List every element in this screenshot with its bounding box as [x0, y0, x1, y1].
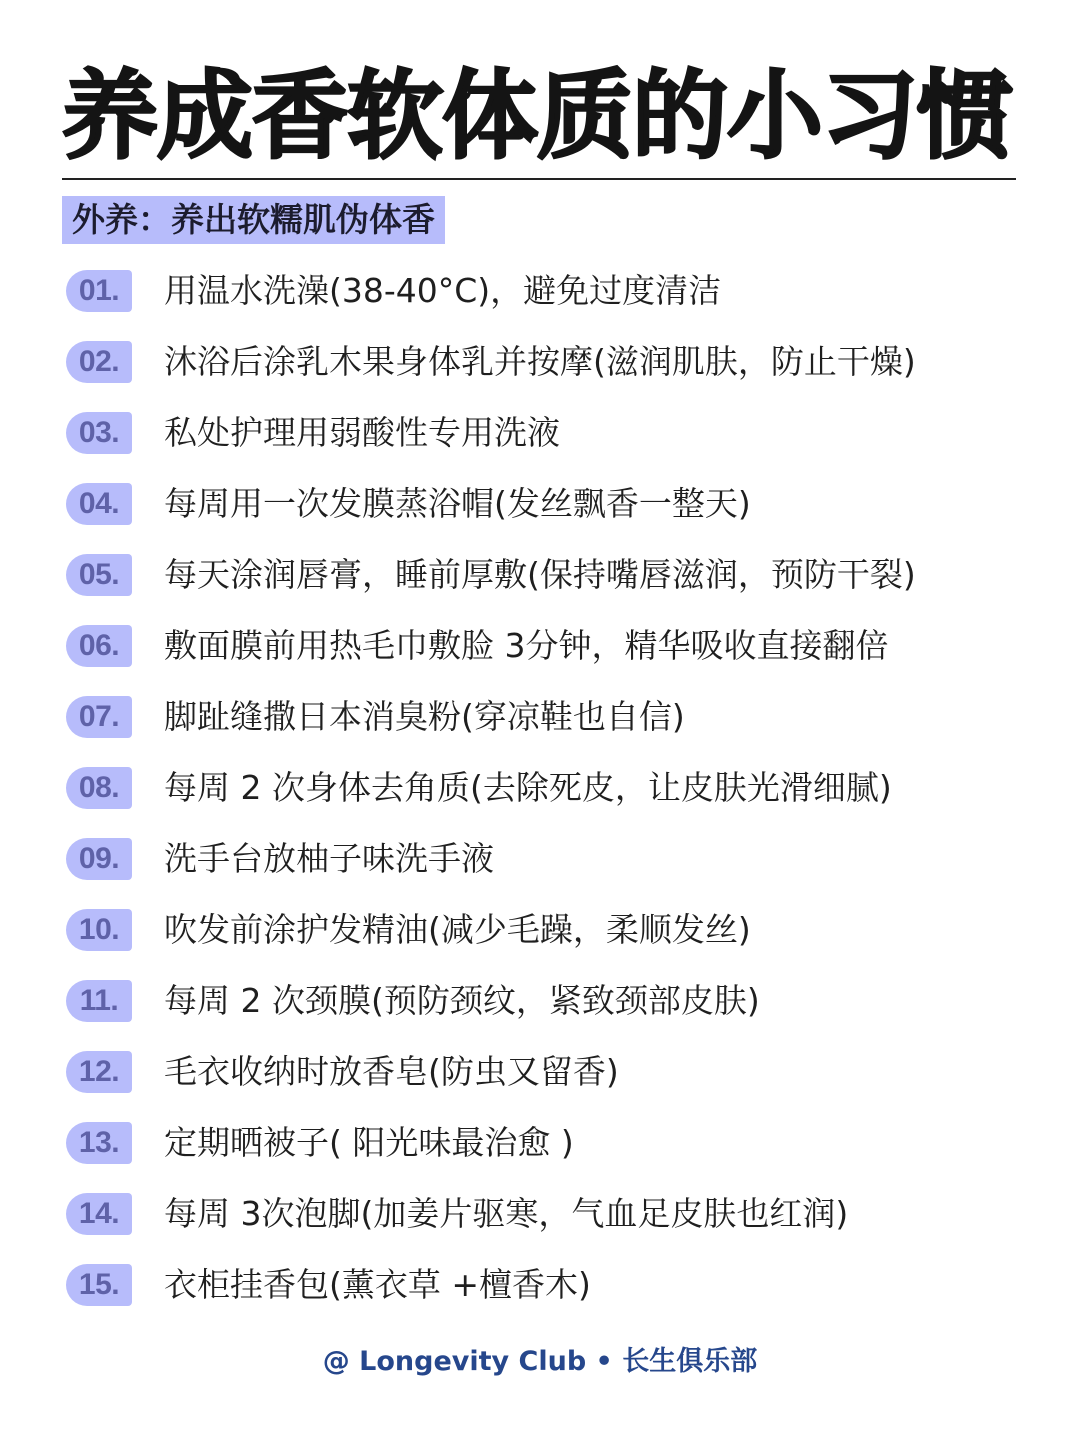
item-number-badge: 12.: [66, 1051, 132, 1093]
item-number-badge: 07.: [66, 696, 132, 738]
list-item: [62, 758, 1042, 818]
footer-credit: @ Longevity Club • 长生俱乐部: [322, 1346, 758, 1377]
item-number-badge: 13.: [66, 1122, 132, 1164]
item-number-badge: 01.: [66, 270, 132, 312]
list-item: [62, 1042, 1042, 1102]
item-number-badge: 04.: [66, 483, 132, 525]
item-number-badge: 03.: [66, 412, 132, 454]
item-number-badge: 02.: [66, 341, 132, 383]
item-text: 用温水洗澡(38-40°C)，避免过度清洁: [164, 271, 722, 310]
item-text: 定期晒被子( 阳光味最治愈 ): [164, 1123, 574, 1162]
list-item: [62, 1184, 1042, 1244]
item-number-badge: 08.: [66, 767, 132, 809]
item-text: 洗手台放柚子味洗手液: [164, 839, 494, 878]
item-text: 每天涂润唇膏，睡前厚敷(保持嘴唇滋润，预防干裂): [164, 555, 916, 594]
section-label: 外养：养出软糯肌伪体香: [62, 196, 445, 244]
list-item: [62, 403, 1042, 463]
item-text: 每周 2 次身体去角质(去除死皮，让皮肤光滑细腻): [164, 768, 892, 807]
item-number-badge: 06.: [66, 625, 132, 667]
list-item: [62, 1255, 1042, 1315]
item-number-badge: 14.: [66, 1193, 132, 1235]
item-text: 每周用一次发膜蒸浴帽(发丝飘香一整天): [164, 484, 751, 523]
list-item: [62, 687, 1042, 747]
item-text: 每周 3次泡脚(加姜片驱寒，气血足皮肤也红润): [164, 1194, 849, 1233]
item-text: 毛衣收纳时放香皂(防虫又留香): [164, 1052, 619, 1091]
list-item: [62, 261, 1042, 321]
list-item: [62, 829, 1042, 889]
list-item: [62, 616, 1042, 676]
list-item: [62, 971, 1042, 1031]
page-title: 养成香软体质的小习惯: [62, 60, 1012, 172]
item-number-badge: 11.: [66, 980, 132, 1022]
item-number-badge: 09.: [66, 838, 132, 880]
list-item: [62, 474, 1042, 534]
list-item: [62, 332, 1042, 392]
item-text: 吹发前涂护发精油(减少毛躁，柔顺发丝): [164, 910, 751, 949]
item-text: 私处护理用弱酸性专用洗液: [164, 413, 560, 452]
list-item: [62, 545, 1042, 605]
item-text: 敷面膜前用热毛巾敷脸 3分钟，精华吸收直接翻倍: [164, 626, 889, 665]
item-number-badge: 15.: [66, 1264, 132, 1306]
item-text: 沐浴后涂乳木果身体乳并按摩(滋润肌肤，防止干燥): [164, 342, 916, 381]
item-number-badge: 10.: [66, 909, 132, 951]
item-text: 脚趾缝撒日本消臭粉(穿凉鞋也自信): [164, 697, 685, 736]
list-item: [62, 900, 1042, 960]
item-text: 衣柜挂香包(薰衣草 +檀香木): [164, 1265, 591, 1304]
list-item: [62, 1113, 1042, 1173]
item-number-badge: 05.: [66, 554, 132, 596]
item-text: 每周 2 次颈膜(预防颈纹，紧致颈部皮肤): [164, 981, 760, 1020]
